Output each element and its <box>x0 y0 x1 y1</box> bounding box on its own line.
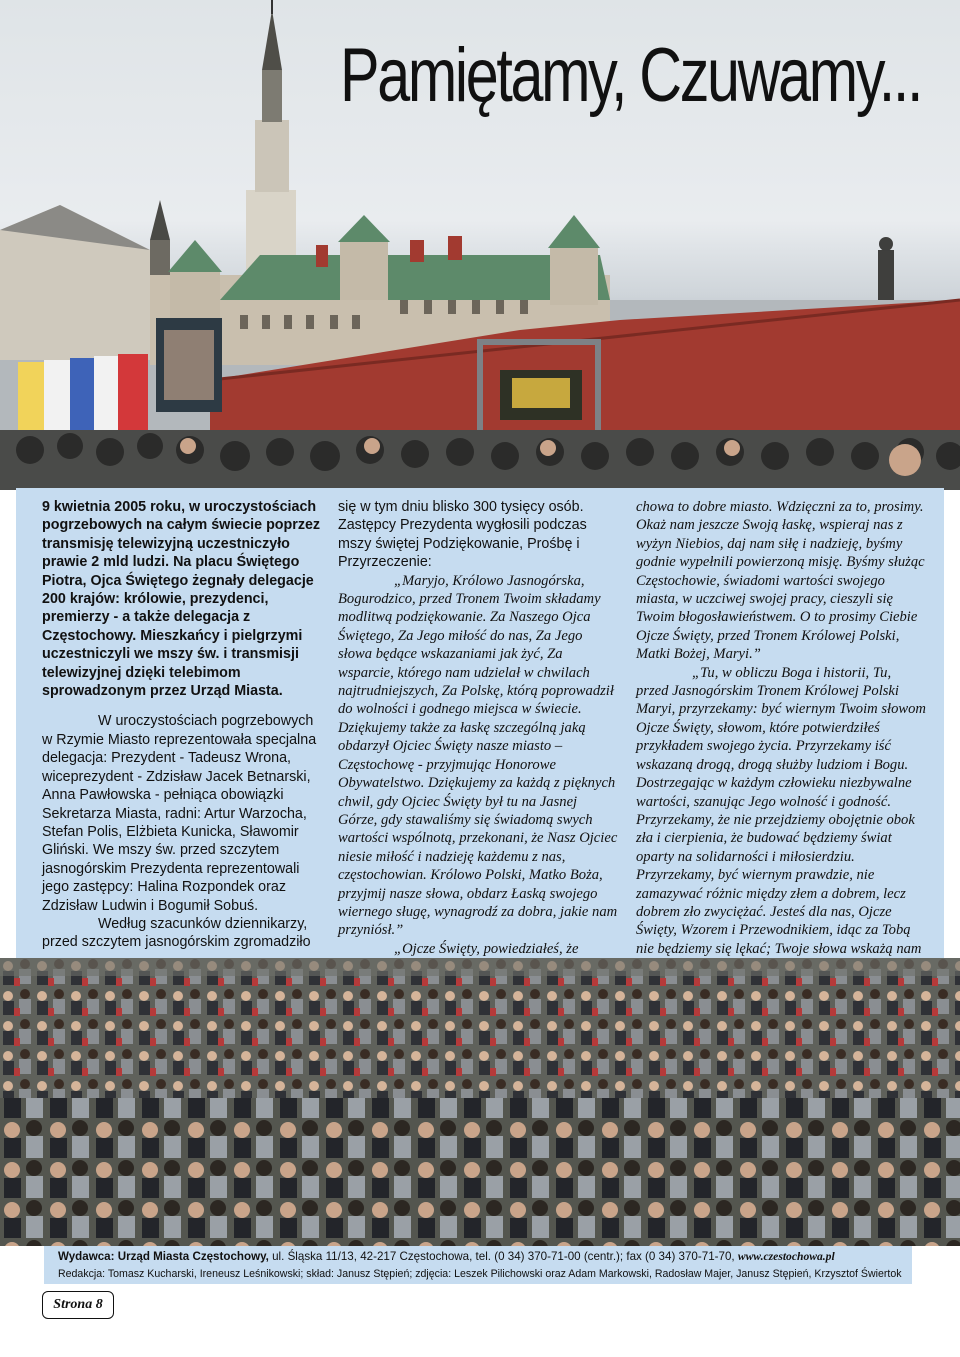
article-panel <box>16 488 944 962</box>
crowd-photo <box>0 958 960 1246</box>
page-title: Pamiętamy, Czuwamy... <box>340 33 922 118</box>
article-column-2 <box>338 498 620 995</box>
prayer-thanksgiving: „Maryjo, Królowo Jasnogórska, Bogurodzico, przed Tronem Twoim składamy modlitwą podziękowanie. Za Naszego Ojca Świętego, Za Jego miłość do nas, Za Jego słowa będące wskazaniami jak żyć, Za wsparcie, którego nam udzielał w chwilach najtrudniejszych, Za Polskę, którą poprowadził do wolności i godnego miejsca w świecie. Dziękujemy także za łaskę szczególną jaką obdarzył Ojciec Święty nasze miasto – Częstochowę - przyjmując Honorowe Obywatelstwo. Dziękujemy za każdą z pięknych chwil, gdy Ojciec Święty był tu na Jasnej Górze, gdy stawaliśmy się świadomą swych wartości wspólnotą, przekonani, że Nasz Ojciec niesie miłość i nadzieję każdemu z nas, częstochowian. Królowo Polski, Matko Boża, przyjmij nasze słowa, obdarz Łaską swojego wiernego sługę, wynagrodź za dobra, jakie nam przyniósł.” <box>338 572 618 939</box>
page-number: Strona 8 <box>42 1291 114 1319</box>
prayer-request: „Ojcze Święty, powiedziałeś, że <box>394 940 579 957</box>
imprint-line <box>58 1250 835 1263</box>
imprint-footer <box>44 1246 912 1284</box>
publisher-address: ul. Śląska 11/13, 42-217 Częstochowa, tel. (0 34) 370-71-00 (centr.); fax (0 34) 370-71-70, <box>268 1250 738 1263</box>
article-column-3 <box>636 498 926 977</box>
credits-line: Redakcja: Tomasz Kucharski, Ireneusz Leśnikowski; skład: Janusz Stępień; zdjęcia: Leszek Pilichowski oraz Adam Markowski, Radosław Majer, Janusz Stępień, Krzysztof Świertok <box>58 1268 902 1280</box>
prayer-request-continued: chowa to dobre miasto. Wdzięczni za to, prosimy. Okaż nam jeszcze Swoją łaskę, wspieraj nas z wyżyn Niebios, daj nam siłę i nadzieję, byśmy godnie wypełnili powierzoną misję. Byśmy służąc Częstochowie, świadomi wartości swojego miasta, w uczciwej swojej pracy, cieszyli się Twoim błogosławieństwem. O to prosimy Ciebie Ojcze Święty, przed Tronem Królowej Polski, Matki Bożej, Maryi.” <box>636 499 925 663</box>
article-paragraph: się w tym dniu blisko 300 tysięcy osób. Zastępcy Prezydenta wygłosili podczas mszy świętej Podziękowanie, Prośbę i Przyrzeczenie: <box>338 499 587 571</box>
prayer-pledge: „Tu, w obliczu Boga i historii, Tu, przed Jasnogórskim Tronem Królowej Polski Maryi, przyrzekamy: być wiernym Twoim słowom Ojcze Święty, słowom, które potwierdziłeś przykładem swojego życia. Przyrzekamy iść wskazaną drogą, drogą służby ludziom i Bogu. Dostrzegając w każdym człowieku niezbywalne wartości, szanując Jego wolność i godność. Przyrzekamy, że nie przejdziemy obojętnie obok zła i cierpienia, że budować będziemy świat oparty na solidarności i miłosierdziu. Przyrzekamy, być wiernym prawdzie, nie zamazywać różnic między złem a dobrem, lecz dobrem zło zwyciężać. Jesteś dla nas, Ojcze Święty, Wzorem i Przewodnikiem, idąc za Tobą nie będziemy się lękać; Twoje słowa wskażą nam <box>636 664 926 957</box>
article-column-1 <box>42 498 322 952</box>
hero-photo <box>0 0 960 490</box>
website-link[interactable]: www.czestochowa.pl <box>737 1250 835 1263</box>
article-paragraph: W uroczystościach pogrzebowych w Rzymie Miasto reprezentowała specjalna delegacja: Prezydent - Tadeusz Wrona, wiceprezydent - Zdzisław Jacek Betnarski, Anna Pawłowska - pełniąca obowiązki Sekretarza Miasta, radni: Artur Warzocha, Stefan Polis, Elżbieta Kunicka, Sławomir Gliński. We mszy św. przed szczytem jasnogórskim Prezydenta reprezentowali jego zastępcy: Halina Rozpondek oraz Zdzisław Ludwin i Bogumił Sobuś. <box>42 713 317 914</box>
article-lead: 9 kwietnia 2005 roku, w uroczystościach pogrzebowych na całym świecie poprzez transmisję telewizyjną uczestniczyło prawie 2 mld ludzi. Na placu Świętego Piotra, Ojca Świętego żegnały delegacje 200 krajów: królowie, prezydenci, premierzy - a także delegacja z Częstochowy. Mieszkańcy i pielgrzymi uczestniczyli we mszy św. i transmisji telewizyjnej dzięki telebimom sprowadzonym przez Urząd Miasta. <box>42 499 321 700</box>
crowd-illustration <box>0 958 960 1246</box>
article-paragraph: Według szacunków dziennikarzy, przed szczytem jasnogórskim zgromadziło <box>42 915 311 951</box>
publisher-label: Wydawca: Urząd Miasta Częstochowy, <box>58 1250 269 1263</box>
